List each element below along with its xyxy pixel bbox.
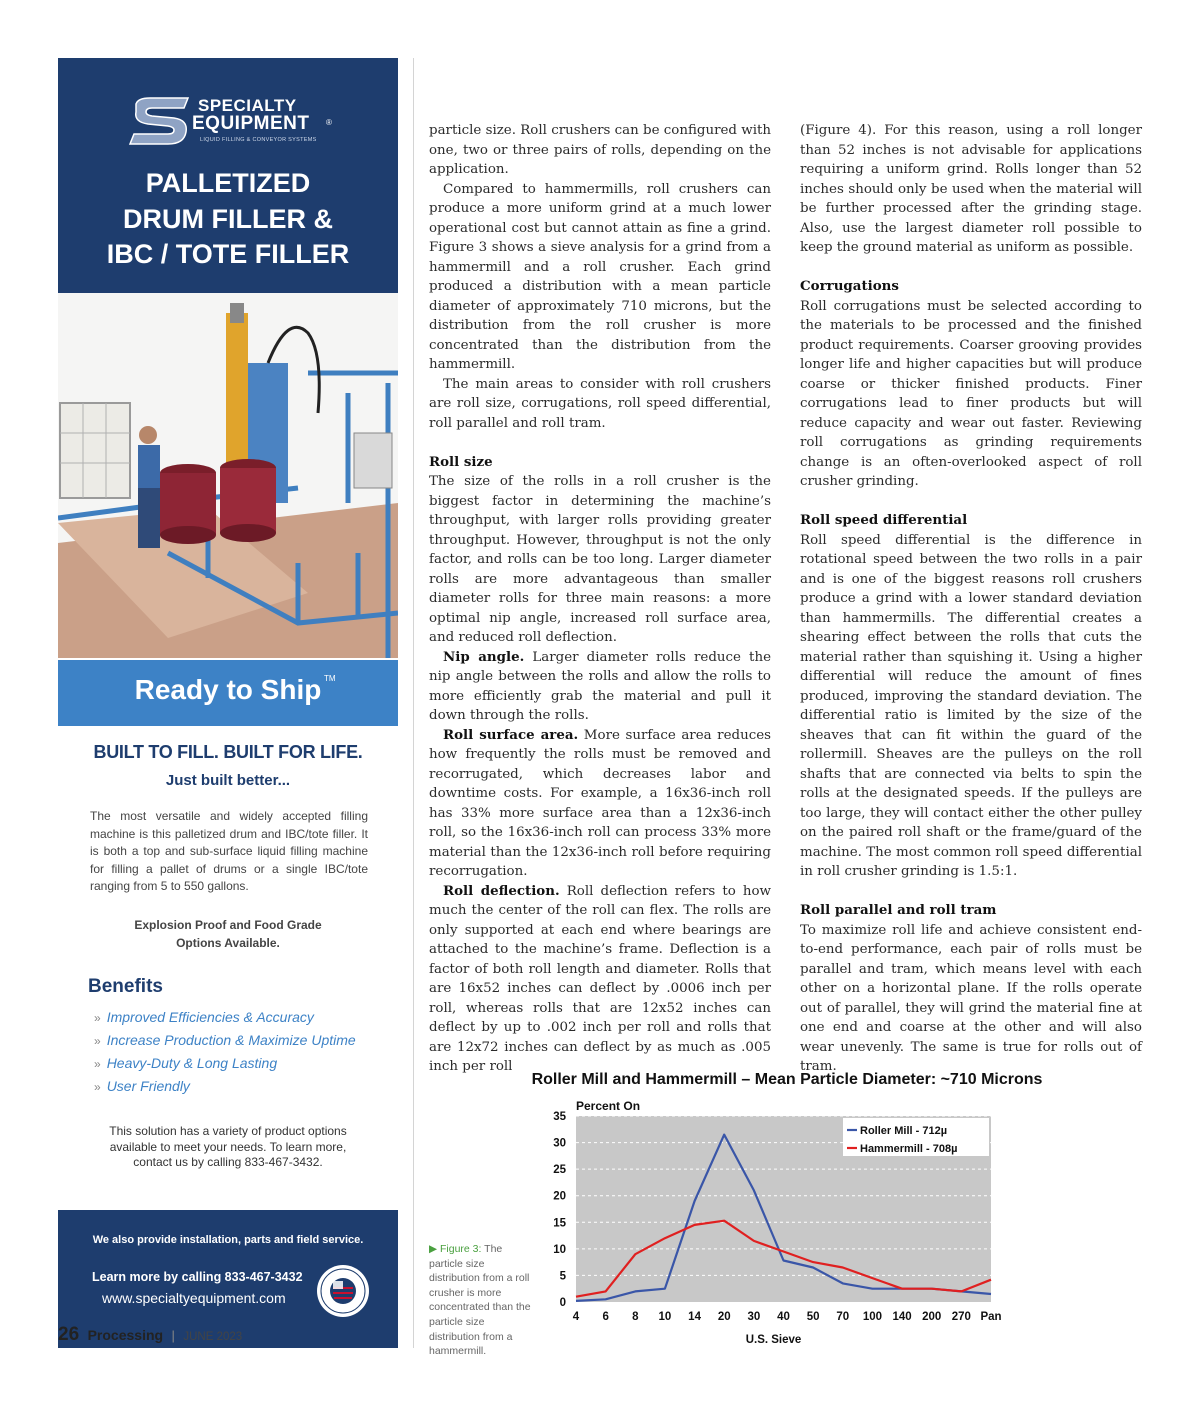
benefits-list [94,1006,356,1098]
bullet-icon: » [94,1011,101,1025]
benefit-text: User Friendly [106,1078,190,1094]
paragraph-deflection [429,882,771,1077]
logo-word-specialty: SPECIALTY [198,96,297,115]
ready-to-ship-text: Ready to Ship [134,674,322,705]
service-line: We also provide installation, parts and field service. [92,1234,364,1246]
y-tick-label: 5 [559,1270,566,1283]
y-tick-label: 35 [553,1111,566,1123]
x-tick-label: 30 [747,1311,761,1323]
section-heading-corrugations: Corrugations [800,278,899,294]
logo-s-mark-icon [128,96,198,146]
explosion-proof-line: Options Available. [176,936,280,950]
x-tick-label: 140 [892,1311,912,1323]
section-heading-roll-size: Roll size [429,453,493,470]
built-tagline: BUILT TO FILL. BUILT FOR LIFE. [93,742,363,762]
y-tick-label: 15 [553,1217,566,1230]
ad-header [58,58,398,293]
just-built-better: Just built better... [165,772,291,789]
registered-mark: ® [326,118,332,127]
particle-size-chart [505,1064,1070,1349]
article-column-1 [429,121,771,1077]
paragraph: particle size. Roll crushers can be configured with one, two or three pairs of rolls, depending on the application. [429,123,772,177]
paragraph: The main areas to consider with roll crushers are roll size, corrugations, roll speed differential, roll parallel and roll tram. [429,376,771,431]
x-tick-label: 270 [951,1311,971,1323]
section-heading-parallel-tram: Roll parallel and roll tram [800,902,997,918]
paragraph-nip-angle [429,648,771,726]
page-number: 26 [58,1324,80,1345]
website-link[interactable]: www.specialtyequipment.com [102,1290,286,1306]
figure-label: ▶ Figure 3: [429,1243,482,1255]
figure-caption-text: The particle size distribution from a roll crusher is more concentrated than the particle size distribution from a hammermill. [429,1243,531,1358]
paragraph-text: Roll deflection refers to how much the center of the roll can flex. The rolls are only supported at each end where bearings are attached to the machine’s frame. Deflection is a factor of both roll length and diameter. Rolls that are 16x52 inches can deflect by .0006 inch per roll, whereas rolls that are 12x52 inches can deflect by up to .002 inch per roll and rolls that are 12x72 inches can deflect by as much as .005 inch per roll [429,883,772,1074]
y-tick-label: 0 [559,1297,566,1309]
run-in-heading: Nip angle. [443,648,525,665]
chart-title: Roller Mill and Hammermill – Mean Particle Diameter: ~710 Microns [531,1071,1043,1088]
x-axis-label: U.S. Sieve [745,1334,802,1346]
page-folio [58,1324,242,1346]
list-item [94,1029,356,1052]
y-axis-label: Percent On [576,1099,641,1113]
x-tick-label: 200 [922,1311,942,1323]
list-item [94,1075,356,1098]
y-tick-label: 20 [553,1190,566,1203]
paragraph: The size of the rolls in a roll crusher is the biggest factor in determining the machine’s throughput, with larger rolls providing greater throughput. However, throughput is not the only factor, and rolls can be too long. Larger diameter rolls are more advantageous than smaller diameter rolls for three main reasons: a more optimal nip angle, increased roll surface area, and reduced roll deflection. [429,474,771,645]
x-tick-label: 70 [836,1311,850,1323]
ad-title [58,166,398,273]
bullet-icon: » [94,1034,101,1048]
paragraph-surface-area [429,726,771,882]
ad-description: The most versatile and widely accepted filling machine is this palletized drum and IBC/tote filler. It is both a top and sub-surface liquid filling machine for filling a pallet of drums or a single IBC/tote ranging from 5 to 550 gallons. [90,809,368,894]
x-tick-label: 14 [688,1311,701,1323]
x-tick-label: 10 [658,1311,672,1323]
section-heading-speed-differential: Roll speed differential [800,512,968,528]
x-tick-label: 100 [862,1311,883,1323]
trademark-mark: TM [324,674,336,683]
benefit-text: Improved Efficiencies & Accuracy [106,1009,314,1025]
specialty-equipment-logo [128,96,338,146]
legend-label: Roller Mill - 712µ [860,1125,948,1137]
ad-title-line: IBC / TOTE FILLER [106,239,350,269]
paragraph: To maximize roll life and achieve consistent end-to-end performance, each pair of rolls must be parallel and tram, which means level with each other on a horizontal plane. If the rolls operate out of parallel, they will grind the material fine at one end and coarse at the other and will also wear unevenly. The same is true for rolls out of tram. [800,922,1142,1074]
x-tick-label: 4 [572,1311,580,1323]
run-in-heading: Roll surface area. [443,726,579,743]
y-tick-label: 10 [553,1243,566,1256]
explosion-proof-note [58,916,398,952]
column-rule [413,58,414,1348]
list-item [94,1052,356,1075]
list-item [94,1006,356,1029]
magazine-name: Processing [87,1327,164,1343]
paragraph-text: Larger diameter rolls reduce the nip angle between the rolls and allow the rolls to more efficiently grab the material and pull it down through the rolls. [429,649,771,723]
benefit-text: Increase Production & Maximize Uptime [106,1032,356,1048]
bullet-icon: » [94,1057,101,1071]
product-options-text: This solution has a variety of product options available to meet your needs. To learn more, contact us by calling 833-467-3432. [109,1124,347,1169]
issue-date: JUNE 2023 [183,1331,243,1343]
y-tick-label: 25 [553,1164,566,1177]
benefit-text: Heavy-Duty & Long Lasting [106,1055,278,1071]
ready-to-ship-banner [58,660,398,726]
phone-link[interactable]: Learn more by calling 833-467-3432 [92,1270,303,1284]
paragraph: Compared to hammermills, roll crushers can produce a more uniform grind at a much lower operational cost but cannot attain as fine a grind. Figure 3 shows a sieve analysis for a grind from a hammermill and a roll crusher. Each grind produced a distribution with a mean particle diameter of approximately 710 microns, but the distribution from the roll crusher is more concentrated than the distribution from the hammermill. [429,181,771,372]
x-tick-label: 20 [717,1311,731,1323]
benefits-heading: Benefits [88,976,163,997]
x-tick-label: Pan [980,1311,1002,1323]
logo-tagline: LIQUID FILLING & CONVEYOR SYSTEMS [200,137,317,143]
advertisement[interactable] [58,58,398,1348]
article-column-2 [800,121,1142,1077]
paragraph-text: More surface area reduces how frequently the rolls must be removed and recorrugated, which decreases labor and downtime costs. For example, a 16x36-inch roll has 33% more surface area than a 12x36-inch roll, so the 16x36-inch roll can process 33% more material than the 12x36-inch roll before requiring recorrugation. [429,727,772,879]
x-tick-label: 6 [602,1311,609,1323]
paragraph: Roll corrugations must be selected according to the materials to be processed and the finished product requirements. Coarser grooving provides longer life and higher capacities but will produce coarse or thicker finished products. Finer corrugations lead to finer products but will reduce capacity and wear out faster. Reviewing roll corrugations as grinding requirements change is an often-overlooked aspect of roll crusher grinding. [800,298,1142,489]
ad-title-line: PALLETIZED [145,168,311,198]
x-tick-label: 50 [806,1311,820,1323]
figure-label-text: Figure 3: [440,1243,482,1255]
y-tick-label: 30 [553,1137,566,1150]
logo-word-equipment: EQUIPMENT [192,113,310,134]
made-in-usa-seal-icon [316,1264,370,1318]
paragraph: Roll speed differential is the difference in rotational speed between the two rolls in a pair and is one of the biggest reasons roll crushers produce a grind with a lower standard deviation than hammermills. The differential creates a shearing effect between the rolls that cuts the material rather than squishing it. Using a higher differential will reduce the amount of fines produced, improving the standard deviation. The differential ratio is limited by the size of the sheaves that can fit within the guard of the rollermill. Sheaves are the pulleys on the roll shafts that are connected via belts to spin the rolls at the designated speeds. If the pulleys are too large, they will contact either the other pulley on the paired roll shaft or the frame/guard of the machine. The most common roll speed differential in roll crusher grinding is 1.5:1. [800,532,1142,879]
legend-label: Hammermill - 708µ [860,1143,958,1155]
x-tick-label: 40 [777,1311,790,1323]
folio-separator: | [171,1328,175,1343]
run-in-heading: Roll deflection. [443,882,560,899]
x-tick-label: 8 [632,1311,639,1323]
explosion-proof-line: Explosion Proof and Food Grade [134,918,322,932]
bullet-icon: » [94,1080,101,1094]
drum-filler-photo [58,293,398,658]
paragraph: (Figure 4). For this reason, using a roll longer than 52 inches is not advisable for applications requiring a uniform grind. Rolls longer than 52 inches should only be used when the material will be further processed after the grinding stage. Also, use the largest diameter roll possible to keep the ground material as uniform as possible. [800,123,1142,255]
ad-title-line: DRUM FILLER & [123,203,333,234]
